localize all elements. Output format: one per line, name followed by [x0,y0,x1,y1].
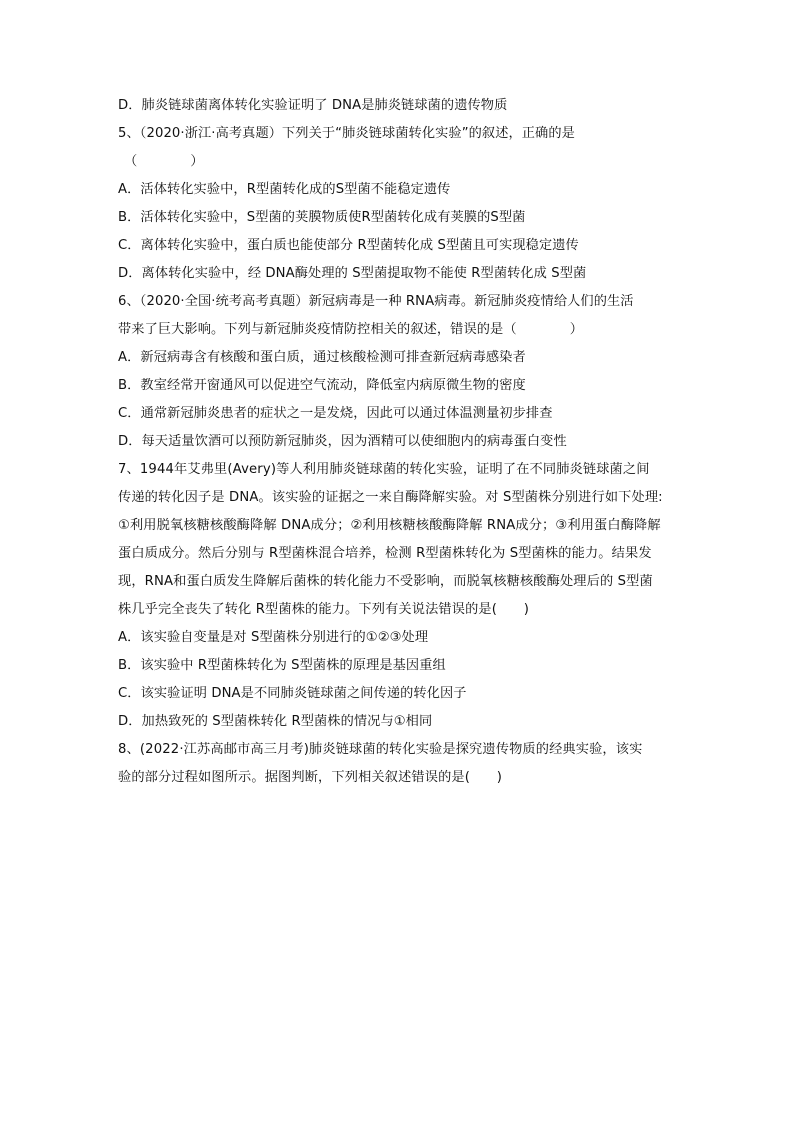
q7-stem-line-5: 现，RNA和蛋白质发生降解后菌株的转化能力不受影响，而脱氧核糖核酸酶处理后的 S型菌 [118,574,653,589]
q5-stem: 5、（2020·浙江·高考真题）下列关于“肺炎链球菌转化实验”的叙述，正确的是 [118,126,575,141]
q8-stem-line-1: 8、(2022·江苏高邮市高三月考)肺炎链球菌的转化实验是探究遗传物质的经典实验，该实 [118,742,643,757]
q7-option-a: A．该实验自变量是对 S型菌株分别进行的①②③处理 [118,630,429,645]
q6-option-c: C．通常新冠肺炎患者的症状之一是发烧，因此可以通过体温测量初步排查 [118,406,553,421]
q7-option-b: B．该实验中 R型菌株转化为 S型菌株的原理是基因重组 [118,658,446,673]
q5-answer-blank: （ ） [124,154,204,169]
q7-stem-line-6: 株几乎完全丧失了转化 R型菌株的能力。下列有关说法错误的是( ) [118,602,530,617]
q7-stem-line-3: ①利用脱氧核糖核酸酶降解 DNA成分；②利用核糖核酸酶降解 RNA成分；③利用蛋白酶降解 [118,518,661,533]
q6-stem-line-2: 带来了巨大影响。下列与新冠肺炎疫情防控相关的叙述，错误的是（ ） [118,322,584,337]
q5-option-c: C．离体转化实验中，蛋白质也能使部分 R型菌转化成 S型菌且可实现稳定遗传 [118,238,579,253]
q8-stem-line-2: 验的部分过程如图所示。据图判断，下列相关叙述错误的是( ) [118,770,503,785]
q7-stem-line-4: 蛋白质成分。然后分别与 R型菌株混合培养，检测 R型菌株转化为 S型菌株的能力。结果发 [118,546,652,561]
q6-stem-line-1: 6、（2020·全国·统考高考真题）新冠病毒是一种 RNA病毒。新冠肺炎疫情给人们的生活 [118,294,634,309]
q6-option-a: A．新冠病毒含有核酸和蛋白质，通过核酸检测可排查新冠病毒感染者 [118,350,526,365]
q7-option-c: C．该实验证明 DNA是不同肺炎链球菌之间传递的转化因子 [118,686,467,701]
q6-option-d: D．每天适量饮酒可以预防新冠肺炎，因为酒精可以使细胞内的病毒蛋白变性 [118,434,567,449]
q4-option-d: D．肺炎链球菌离体转化实验证明了 DNA是肺炎链球菌的遗传物质 [118,98,508,113]
q5-option-b: B．活体转化实验中，S型菌的荚膜物质使R型菌转化成有荚膜的S型菌 [118,210,526,225]
q6-option-b: B．教室经常开窗通风可以促进空气流动，降低室内病原微生物的密度 [118,378,526,393]
q7-option-d: D．加热致死的 S型菌株转化 R型菌株的情况与①相同 [118,714,433,729]
document-body [118,92,688,792]
q5-option-a: A．活体转化实验中，R型菌转化成的S型菌不能稳定遗传 [118,182,451,197]
q7-stem-line-1: 7、1944年艾弗里(Avery)等人利用肺炎链球菌的转化实验，证明了在不同肺炎链球菌之间 [118,462,650,477]
q5-option-d: D．离体转化实验中，经 DNA酶处理的 S型菌提取物不能使 R型菌转化成 S型菌 [118,266,587,281]
q7-stem-line-2: 传递的转化因子是 DNA。该实验的证据之一来自酶降解实验。对 S型菌株分别进行如下处理: [118,490,663,505]
